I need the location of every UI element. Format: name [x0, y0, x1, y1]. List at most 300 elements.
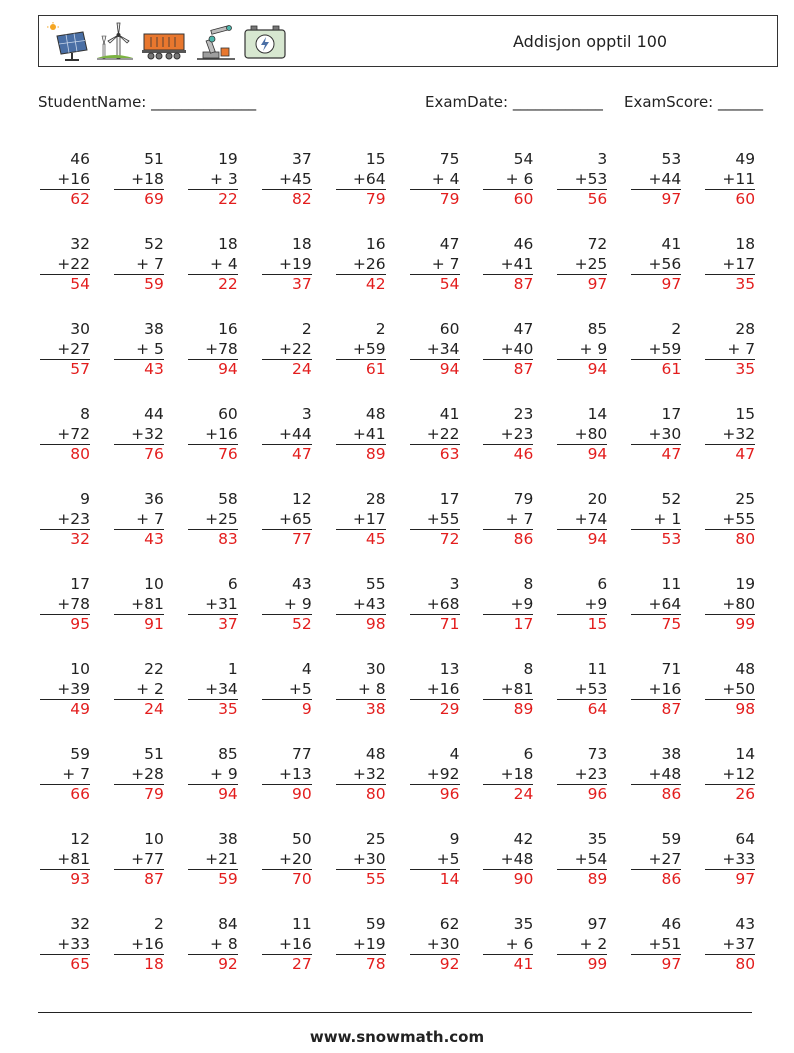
problem-addend: + 1	[653, 510, 682, 528]
problem-top-number: 8	[523, 575, 534, 593]
problem-top-number: 85	[218, 745, 238, 763]
addition-problem	[188, 319, 238, 379]
problem-addend: + 9	[579, 340, 608, 358]
problem-addend: +33	[722, 850, 756, 868]
problem-addend: +78	[205, 340, 238, 358]
addition-problem	[114, 489, 164, 549]
problem-top-number: 6	[227, 575, 238, 593]
problem-top-number: 59	[661, 830, 682, 848]
addition-problem	[557, 574, 607, 634]
addition-problem	[705, 149, 755, 209]
problem-addend: + 9	[210, 765, 238, 783]
problem-addend: +19	[278, 255, 312, 273]
problem-answer: 94	[557, 444, 607, 464]
addition-problem	[262, 829, 312, 889]
problem-addend: + 9	[283, 595, 312, 613]
addition-problem	[336, 149, 386, 209]
problem-top-number: 23	[513, 405, 534, 423]
addition-problem	[557, 914, 607, 974]
problem-answer: 76	[114, 444, 164, 464]
wind-turbine-icon	[95, 22, 135, 62]
problem-answer: 22	[188, 274, 238, 294]
addition-problem	[262, 234, 312, 294]
addition-problem	[188, 489, 238, 549]
problem-top-number: 25	[735, 490, 756, 508]
addition-problem	[40, 234, 90, 294]
problem-answer: 49	[40, 699, 90, 719]
problem-answer: 78	[336, 954, 386, 974]
problem-addend: + 8	[357, 680, 386, 698]
problem-answer: 62	[40, 189, 90, 209]
battery-icon	[243, 22, 287, 62]
addition-problem	[188, 829, 238, 889]
problem-addend: +25	[205, 510, 238, 528]
problem-top-number: 3	[597, 150, 608, 168]
addition-problem	[336, 404, 386, 464]
addition-problem	[336, 234, 386, 294]
problem-answer: 95	[40, 614, 90, 634]
problem-addend: + 3	[210, 170, 238, 188]
problem-top-number: 38	[661, 745, 682, 763]
problem-addend: +41	[500, 255, 534, 273]
problem-top-number: 48	[365, 745, 386, 763]
problem-answer: 90	[483, 869, 533, 889]
problem-addend: + 2	[579, 935, 608, 953]
problem-addend: +40	[500, 340, 534, 358]
problem-top-number: 47	[439, 235, 460, 253]
problem-top-number: 59	[365, 915, 386, 933]
addition-problem	[40, 149, 90, 209]
problem-addend: +48	[648, 765, 682, 783]
addition-problem	[483, 149, 533, 209]
problem-answer: 99	[557, 954, 607, 974]
problem-addend: + 6	[505, 935, 534, 953]
problem-answer: 24	[262, 359, 312, 379]
problem-answer: 77	[262, 529, 312, 549]
addition-problem	[410, 744, 460, 804]
student-name-field[interactable]: StudentName: ______________	[38, 93, 257, 111]
problem-addend: +56	[648, 255, 682, 273]
problem-top-number: 60	[439, 320, 460, 338]
problem-addend: +17	[352, 510, 386, 528]
problem-top-number: 2	[671, 320, 682, 338]
addition-problem	[557, 404, 607, 464]
problem-answer: 94	[557, 529, 607, 549]
problem-top-number: 6	[523, 745, 534, 763]
problem-addend: +64	[648, 595, 682, 613]
problem-addend: +65	[278, 510, 312, 528]
problem-top-number: 79	[513, 490, 534, 508]
problem-top-number: 16	[218, 320, 238, 338]
problem-addend: +53	[574, 170, 608, 188]
problem-top-number: 11	[587, 660, 608, 678]
problem-addend: +30	[426, 935, 460, 953]
problem-top-number: 15	[735, 405, 756, 423]
addition-problem	[557, 234, 607, 294]
problem-top-number: 18	[218, 235, 238, 253]
problem-answer: 26	[705, 784, 755, 804]
addition-problem	[262, 574, 312, 634]
problem-top-number: 18	[735, 235, 756, 253]
addition-problem	[705, 489, 755, 549]
addition-problem	[188, 659, 238, 719]
problem-addend: + 4	[431, 170, 460, 188]
problem-addend: +20	[278, 850, 312, 868]
addition-problem	[40, 404, 90, 464]
problem-addend: +9	[510, 595, 534, 613]
freight-wagon-icon	[141, 22, 187, 62]
problem-addend: +13	[278, 765, 312, 783]
problem-top-number: 52	[144, 235, 164, 253]
problem-top-number: 51	[144, 745, 164, 763]
problem-addend: + 7	[505, 510, 534, 528]
problem-top-number: 15	[365, 150, 386, 168]
problem-answer: 80	[336, 784, 386, 804]
addition-problem	[40, 659, 90, 719]
problem-top-number: 52	[661, 490, 682, 508]
problem-answer: 93	[40, 869, 90, 889]
problem-top-number: 49	[735, 150, 756, 168]
problem-addend: +23	[57, 510, 90, 528]
problem-addend: + 7	[431, 255, 460, 273]
problem-top-number: 46	[513, 235, 534, 253]
addition-problem	[40, 489, 90, 549]
problem-answer: 82	[262, 189, 312, 209]
problem-answer: 94	[557, 359, 607, 379]
problem-addend: +45	[278, 170, 312, 188]
problem-answer: 61	[336, 359, 386, 379]
problem-answer: 47	[705, 444, 755, 464]
problem-addend: + 2	[136, 680, 164, 698]
problem-addend: +55	[722, 510, 756, 528]
problem-answer: 79	[336, 189, 386, 209]
addition-problem	[336, 489, 386, 549]
addition-problem	[336, 574, 386, 634]
addition-problem	[483, 574, 533, 634]
problem-answer: 92	[188, 954, 238, 974]
problem-answer: 87	[483, 274, 533, 294]
problem-top-number: 62	[439, 915, 460, 933]
addition-problem	[410, 659, 460, 719]
problem-answer: 87	[631, 699, 681, 719]
addition-problem	[483, 234, 533, 294]
problem-top-number: 77	[291, 745, 312, 763]
problem-answer: 79	[114, 784, 164, 804]
problem-addend: +77	[131, 850, 164, 868]
problem-answer: 83	[188, 529, 238, 549]
addition-problem	[483, 319, 533, 379]
addition-problem	[410, 149, 460, 209]
addition-problem	[410, 574, 460, 634]
problem-top-number: 43	[291, 575, 312, 593]
problem-answer: 24	[114, 699, 164, 719]
problem-addend: +44	[278, 425, 312, 443]
header-icons	[47, 20, 287, 64]
exam-date-field[interactable]: ExamDate: ____________	[425, 93, 603, 111]
problem-top-number: 75	[439, 150, 460, 168]
problem-answer: 35	[705, 359, 755, 379]
addition-problem	[410, 234, 460, 294]
problem-answer: 99	[705, 614, 755, 634]
problem-answer: 37	[188, 614, 238, 634]
problem-answer: 66	[40, 784, 90, 804]
problem-addend: +30	[352, 850, 386, 868]
problem-top-number: 3	[449, 575, 460, 593]
problem-answer: 9	[262, 699, 312, 719]
problem-top-number: 41	[439, 405, 460, 423]
problem-top-number: 36	[144, 490, 164, 508]
addition-problem	[114, 914, 164, 974]
addition-problem	[114, 149, 164, 209]
addition-problem	[631, 659, 681, 719]
problem-addend: +34	[205, 680, 238, 698]
problem-top-number: 71	[661, 660, 682, 678]
problem-addend: +80	[722, 595, 756, 613]
problem-addend: +21	[205, 850, 238, 868]
problem-answer: 91	[114, 614, 164, 634]
addition-problem	[631, 829, 681, 889]
addition-problem	[483, 489, 533, 549]
problem-top-number: 38	[144, 320, 164, 338]
addition-problem	[410, 829, 460, 889]
problem-answer: 60	[483, 189, 533, 209]
problem-top-number: 51	[144, 150, 164, 168]
problem-addend: +43	[352, 595, 386, 613]
problem-addend: +23	[574, 765, 608, 783]
problem-top-number: 25	[365, 830, 386, 848]
exam-score-field[interactable]: ExamScore: ______	[624, 93, 763, 111]
problem-addend: +19	[352, 935, 386, 953]
problem-answer: 27	[262, 954, 312, 974]
problem-answer: 17	[483, 614, 533, 634]
problem-addend: +27	[648, 850, 682, 868]
problem-top-number: 48	[735, 660, 756, 678]
problem-top-number: 12	[291, 490, 312, 508]
problem-addend: +18	[500, 765, 534, 783]
addition-problem	[631, 914, 681, 974]
problem-answer: 89	[557, 869, 607, 889]
problem-top-number: 17	[70, 575, 90, 593]
problem-top-number: 55	[365, 575, 386, 593]
problem-top-number: 37	[291, 150, 312, 168]
problem-answer: 35	[705, 274, 755, 294]
problem-answer: 89	[336, 444, 386, 464]
problem-answer: 64	[557, 699, 607, 719]
addition-problem	[631, 574, 681, 634]
addition-problem	[705, 404, 755, 464]
addition-problem	[631, 404, 681, 464]
problem-top-number: 12	[70, 830, 90, 848]
problem-top-number: 47	[513, 320, 534, 338]
problem-top-number: 17	[661, 405, 682, 423]
problem-addend: +54	[574, 850, 608, 868]
problem-answer: 47	[631, 444, 681, 464]
problem-addend: + 5	[136, 340, 164, 358]
problem-answer: 32	[40, 529, 90, 549]
problem-answer: 79	[410, 189, 460, 209]
problem-answer: 59	[114, 274, 164, 294]
problem-answer: 47	[262, 444, 312, 464]
problem-addend: +22	[426, 425, 460, 443]
addition-problem	[557, 659, 607, 719]
problem-addend: +12	[722, 765, 756, 783]
problem-answer: 92	[410, 954, 460, 974]
addition-problem	[40, 914, 90, 974]
addition-problem	[705, 914, 755, 974]
addition-problem	[40, 829, 90, 889]
addition-problem	[262, 404, 312, 464]
solar-panel-icon	[47, 22, 89, 62]
problem-top-number: 85	[587, 320, 608, 338]
addition-problem	[262, 659, 312, 719]
problem-addend: +32	[131, 425, 164, 443]
problem-addend: +9	[584, 595, 608, 613]
problem-addend: +18	[131, 170, 164, 188]
problem-addend: +78	[57, 595, 90, 613]
problem-addend: + 4	[210, 255, 238, 273]
addition-problem	[114, 829, 164, 889]
addition-problem	[262, 489, 312, 549]
problem-top-number: 32	[70, 235, 90, 253]
addition-problem	[705, 659, 755, 719]
problem-answer: 90	[262, 784, 312, 804]
problem-addend: +23	[500, 425, 534, 443]
addition-problem	[336, 659, 386, 719]
problem-top-number: 2	[154, 915, 164, 933]
addition-problem	[483, 744, 533, 804]
problem-answer: 72	[410, 529, 460, 549]
addition-problem	[631, 234, 681, 294]
problem-top-number: 19	[218, 150, 238, 168]
problem-answer: 45	[336, 529, 386, 549]
problem-answer: 94	[410, 359, 460, 379]
problem-top-number: 30	[70, 320, 90, 338]
problem-answer: 94	[188, 784, 238, 804]
problem-addend: +59	[648, 340, 682, 358]
problem-addend: +72	[57, 425, 90, 443]
addition-problem	[114, 574, 164, 634]
problem-answer: 53	[631, 529, 681, 549]
problem-addend: +32	[722, 425, 756, 443]
problem-answer: 52	[262, 614, 312, 634]
problem-addend: +5	[436, 850, 460, 868]
problem-answer: 69	[114, 189, 164, 209]
problem-addend: +5	[288, 680, 312, 698]
robot-arm-icon	[193, 22, 237, 62]
addition-problem	[262, 319, 312, 379]
addition-problem	[336, 319, 386, 379]
problem-top-number: 72	[587, 235, 608, 253]
addition-problem	[483, 914, 533, 974]
problem-addend: +44	[648, 170, 682, 188]
addition-problem	[114, 234, 164, 294]
addition-problem	[114, 659, 164, 719]
problem-addend: +53	[574, 680, 608, 698]
problem-addend: +16	[278, 935, 312, 953]
addition-problem	[483, 659, 533, 719]
problem-answer: 87	[114, 869, 164, 889]
problem-top-number: 10	[70, 660, 90, 678]
problem-top-number: 35	[513, 915, 534, 933]
problem-addend: +16	[57, 170, 90, 188]
problem-top-number: 35	[587, 830, 608, 848]
problem-answer: 56	[557, 189, 607, 209]
problem-top-number: 11	[291, 915, 312, 933]
problem-top-number: 14	[587, 405, 608, 423]
problem-addend: +50	[722, 680, 756, 698]
addition-problem	[40, 744, 90, 804]
problem-top-number: 28	[365, 490, 386, 508]
problem-addend: +32	[352, 765, 386, 783]
problem-answer: 80	[40, 444, 90, 464]
problem-top-number: 1	[227, 660, 238, 678]
problem-addend: +37	[722, 935, 756, 953]
problem-top-number: 4	[449, 745, 460, 763]
problem-answer: 14	[410, 869, 460, 889]
problem-addend: +22	[278, 340, 312, 358]
problem-top-number: 53	[661, 150, 682, 168]
problem-top-number: 10	[144, 575, 164, 593]
addition-problem	[705, 319, 755, 379]
problem-top-number: 2	[375, 320, 386, 338]
addition-problem	[705, 744, 755, 804]
addition-problem	[40, 574, 90, 634]
addition-problem	[631, 489, 681, 549]
addition-problem	[557, 319, 607, 379]
addition-problem	[410, 489, 460, 549]
problem-top-number: 32	[70, 915, 90, 933]
addition-problem	[631, 744, 681, 804]
addition-problem	[188, 149, 238, 209]
problem-answer: 96	[410, 784, 460, 804]
addition-problem	[483, 404, 533, 464]
problem-answer: 57	[40, 359, 90, 379]
problem-addend: +48	[500, 850, 534, 868]
problem-answer: 89	[483, 699, 533, 719]
problem-addend: +26	[352, 255, 386, 273]
problem-addend: +81	[500, 680, 534, 698]
addition-problem	[40, 319, 90, 379]
problem-top-number: 43	[735, 915, 756, 933]
problem-top-number: 2	[301, 320, 312, 338]
problem-top-number: 11	[661, 575, 682, 593]
problem-answer: 29	[410, 699, 460, 719]
problem-addend: +64	[352, 170, 386, 188]
problem-top-number: 17	[439, 490, 460, 508]
problem-addend: +16	[648, 680, 682, 698]
problem-answer: 86	[631, 869, 681, 889]
problem-top-number: 38	[218, 830, 238, 848]
problem-answer: 70	[262, 869, 312, 889]
problem-addend: + 8	[210, 935, 238, 953]
addition-problem	[188, 914, 238, 974]
footer-divider	[38, 1012, 752, 1013]
problem-answer: 97	[705, 869, 755, 889]
problem-answer: 80	[705, 529, 755, 549]
problem-top-number: 8	[80, 405, 90, 423]
problem-answer: 22	[188, 189, 238, 209]
problem-addend: +33	[57, 935, 90, 953]
problem-top-number: 16	[365, 235, 386, 253]
problem-answer: 43	[114, 529, 164, 549]
problem-answer: 97	[557, 274, 607, 294]
problem-top-number: 3	[301, 405, 312, 423]
problem-answer: 65	[40, 954, 90, 974]
problem-top-number: 8	[523, 660, 534, 678]
problem-addend: +92	[426, 765, 460, 783]
problem-addend: +16	[426, 680, 460, 698]
problem-answer: 61	[631, 359, 681, 379]
